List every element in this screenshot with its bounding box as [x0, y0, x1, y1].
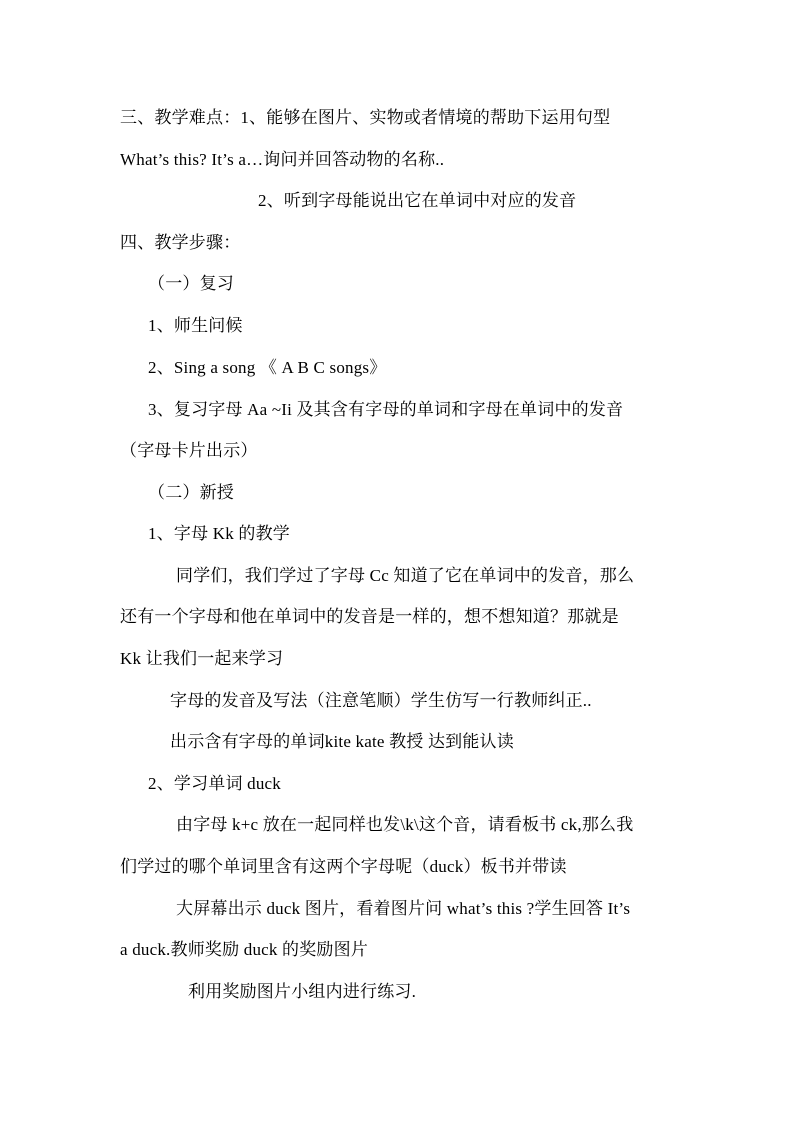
list-item-letter-kk: 1、字母 Kk 的教学	[148, 524, 290, 543]
list-item-song: 2、Sing a song 《 A B C songs》	[148, 358, 387, 377]
text-paragraph-2: 还有一个字母和他在单词中的发音是一样的，想不想知道？那就是	[120, 607, 619, 626]
text-difficulty-2: 2、听到字母能说出它在单词中对应的发音	[258, 191, 577, 210]
text-sentence-pattern: What’s this? It’s a…询问并回答动物的名称..	[120, 150, 445, 169]
subheading-review: （一）复习	[148, 274, 234, 293]
text-word-display: 出示含有字母的单词kite kate 教授 达到能认读	[170, 732, 514, 751]
list-item-letter-review: 3、复习字母 Aa ~Ii 及其含有字母的单词和字母在单词中的发音	[148, 400, 624, 419]
heading-steps: 四、教学步骤：	[120, 233, 241, 252]
list-item-greeting: 1、师生问候	[148, 316, 243, 335]
text-screen-display-2: a duck.教师奖励 duck 的奖励图片	[120, 940, 369, 959]
heading-difficulty: 三、教学难点：1、能够在图片、实物或者情境的帮助下运用句型	[120, 108, 611, 127]
text-letter-cards: （字母卡片出示）	[120, 441, 258, 460]
text-screen-display-1: 大屏幕出示 duck 图片，看着图片问 what’s this ?学生回答 It’s	[176, 899, 631, 918]
text-paragraph-1: 同学们，我们学过了字母 Cc 知道了它在单词中的发音，那么	[176, 566, 635, 585]
text-writing-practice: 字母的发音及写法（注意笔顺）学生仿写一行教师纠正..	[170, 691, 592, 710]
text-paragraph-ck-2: 们学过的哪个单词里含有这两个字母呢（duck）板书并带读	[120, 857, 567, 876]
subheading-new-lesson: （二）新授	[148, 483, 234, 502]
text-paragraph-ck-1: 由字母 k+c 放在一起同样也发\k\这个音，请看板书 ck,那么我	[176, 815, 634, 834]
list-item-word-duck: 2、学习单词 duck	[148, 774, 281, 793]
text-paragraph-3: Kk 让我们一起来学习	[120, 649, 284, 668]
text-group-practice: 利用奖励图片小组内进行练习.	[188, 982, 417, 1001]
